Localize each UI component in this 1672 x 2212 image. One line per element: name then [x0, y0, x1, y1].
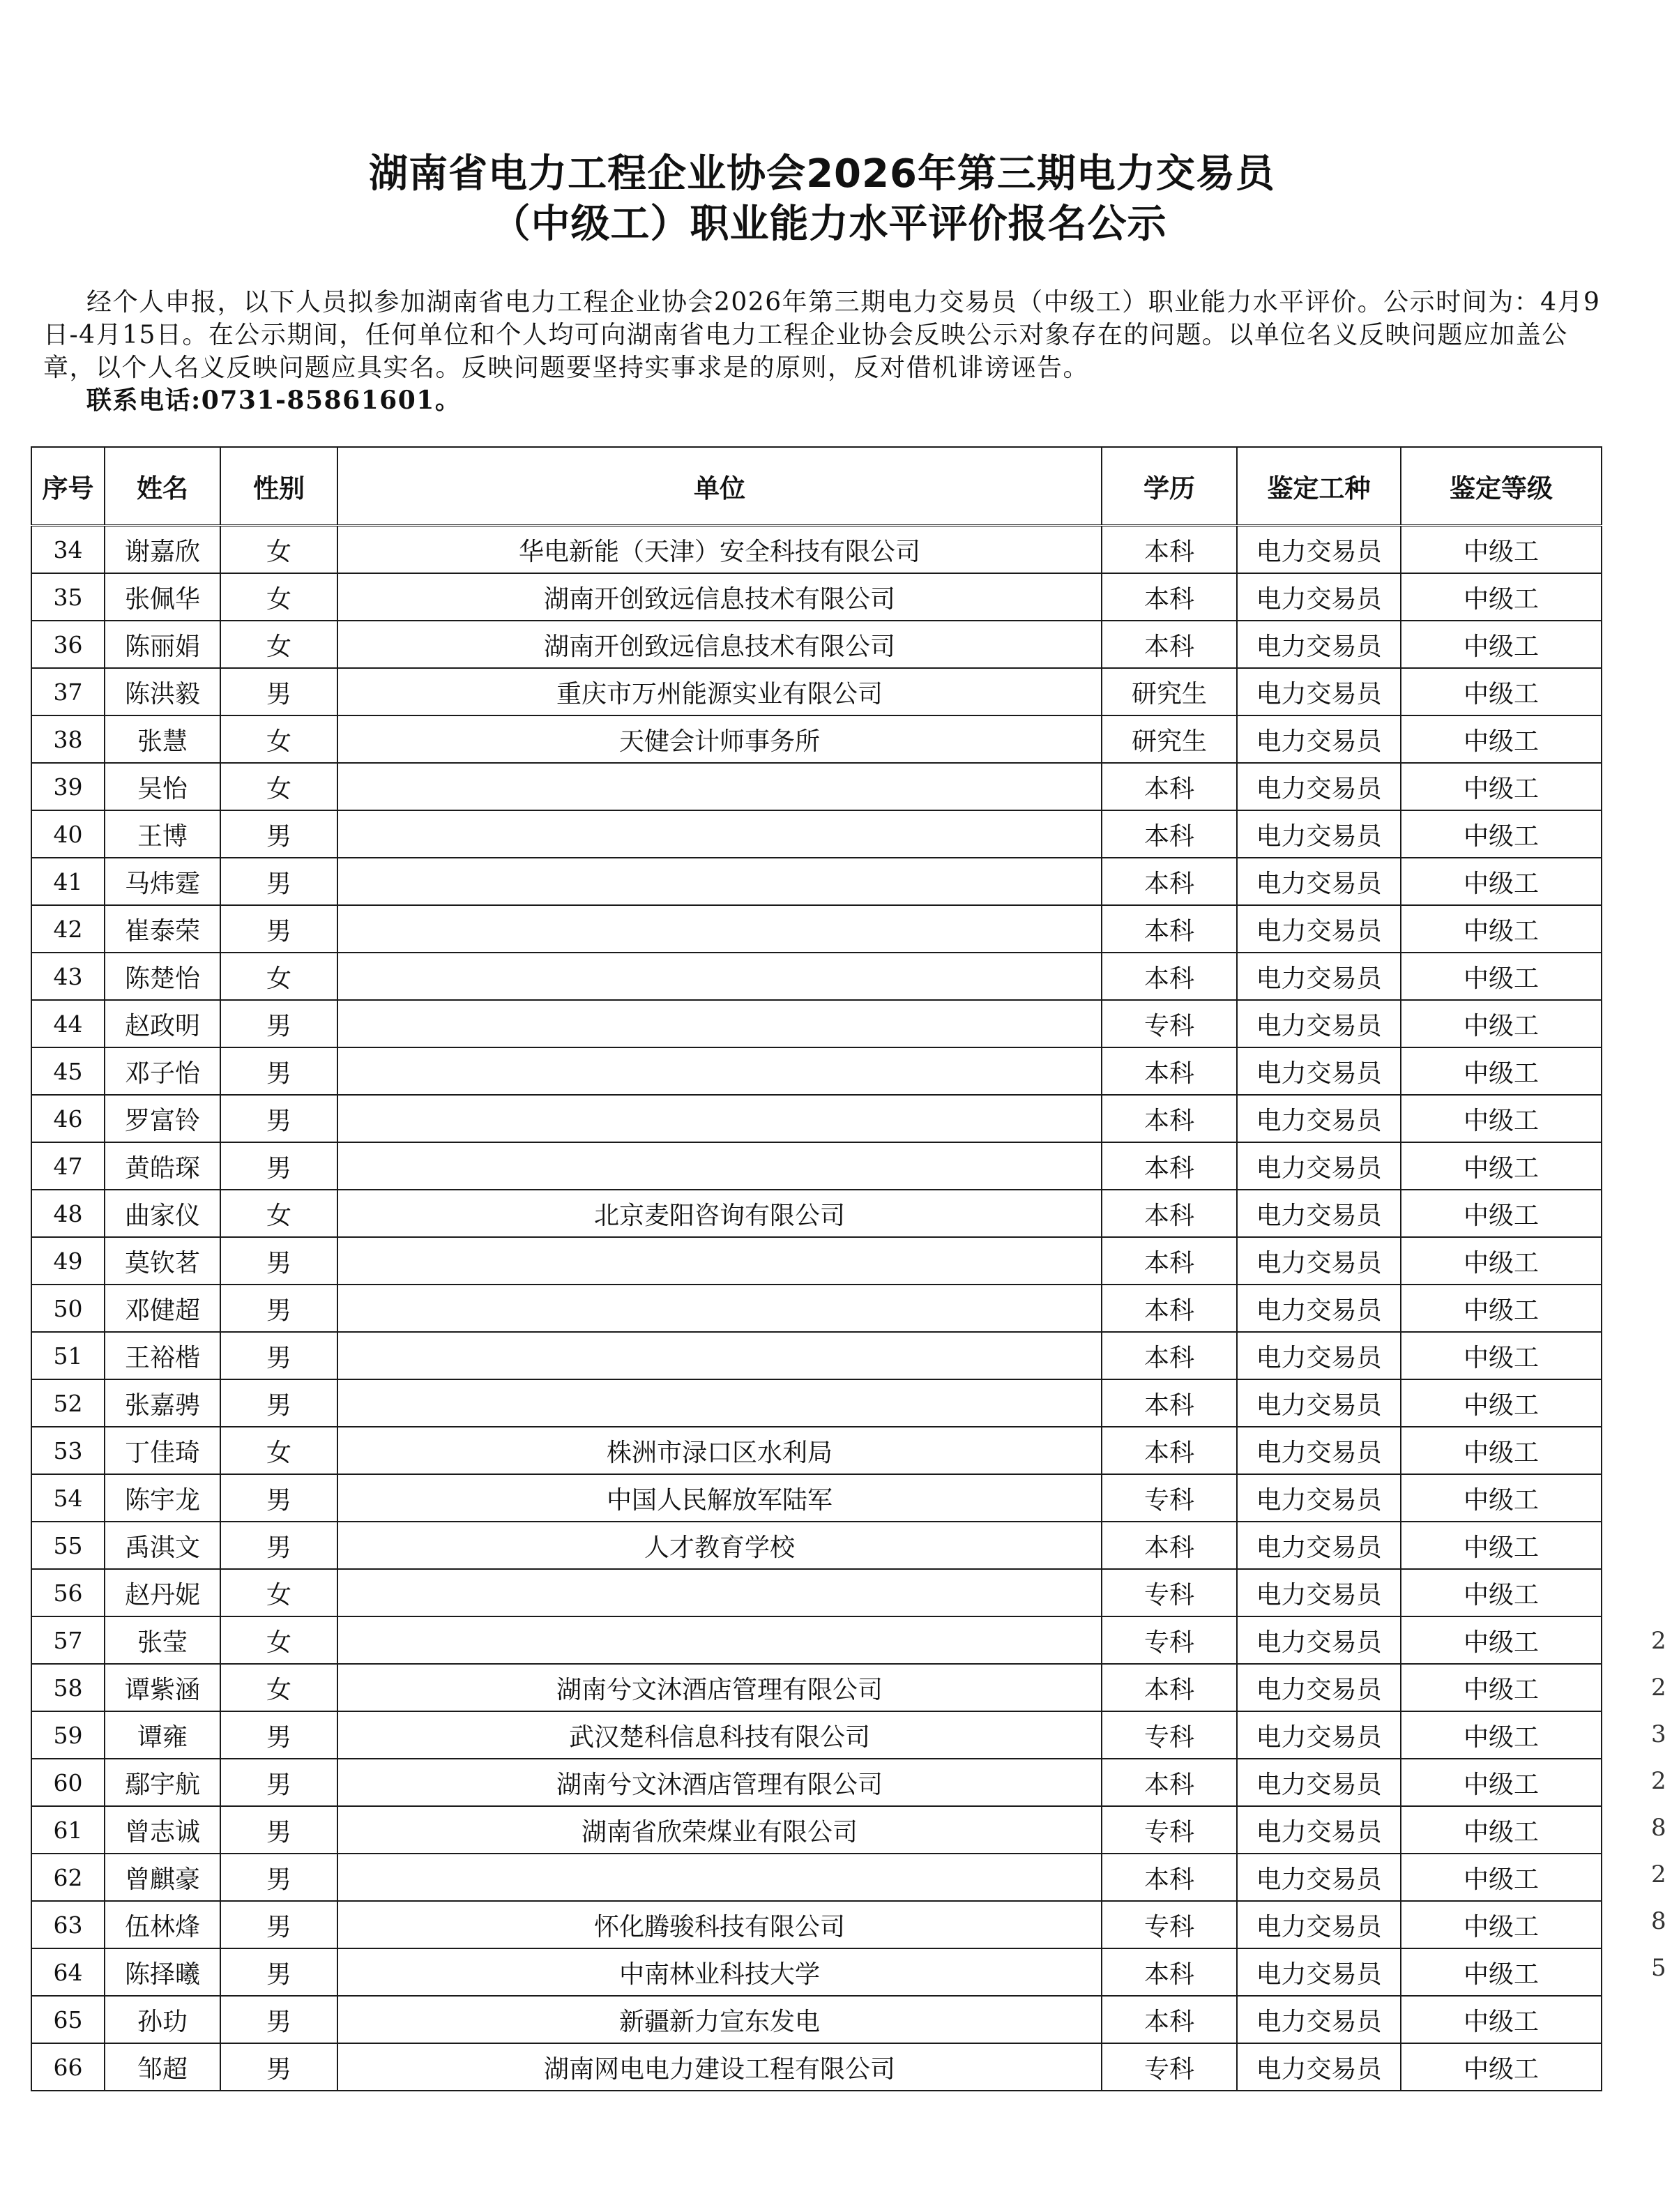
cell-unit: 天健会计师事务所 — [337, 715, 1102, 763]
cell-gender: 男 — [220, 1332, 337, 1379]
cell-name: 禹淇文 — [105, 1522, 220, 1569]
cell-name: 伍林烽 — [105, 1901, 220, 1948]
cell-index: 64 — [31, 1948, 105, 1996]
cell-trade: 电力交易员 — [1237, 1711, 1401, 1759]
edge-mark: 2 — [1651, 1674, 1666, 1702]
cell-gender: 男 — [220, 1095, 337, 1142]
cell-unit — [337, 953, 1102, 1000]
cell-education: 本科 — [1102, 573, 1237, 621]
cell-index: 65 — [31, 1996, 105, 2043]
cell-unit — [337, 1569, 1102, 1616]
cell-name: 赵丹妮 — [105, 1569, 220, 1616]
cell-index: 43 — [31, 953, 105, 1000]
cell-index: 63 — [31, 1901, 105, 1948]
cell-index: 48 — [31, 1190, 105, 1237]
cell-name: 陈洪毅 — [105, 668, 220, 715]
cell-education: 专科 — [1102, 1474, 1237, 1522]
cell-level: 中级工 — [1401, 1142, 1602, 1190]
cell-education: 本科 — [1102, 1664, 1237, 1711]
cell-index: 42 — [31, 905, 105, 953]
cell-index: 37 — [31, 668, 105, 715]
cell-trade: 电力交易员 — [1237, 1095, 1401, 1142]
cell-name: 邹超 — [105, 2043, 220, 2091]
cell-index: 57 — [31, 1616, 105, 1664]
edge-mark: 5 — [1651, 1954, 1666, 1982]
cell-unit: 中南林业科技大学 — [337, 1948, 1102, 1996]
table-row — [31, 810, 1602, 858]
cell-education: 本科 — [1102, 1190, 1237, 1237]
cell-unit: 湖南省欣荣煤业有限公司 — [337, 1806, 1102, 1854]
cell-name: 谢嘉欣 — [105, 526, 220, 574]
cell-unit: 重庆市万州能源实业有限公司 — [337, 668, 1102, 715]
cell-level: 中级工 — [1401, 1522, 1602, 1569]
table-body — [31, 526, 1602, 2091]
cell-level: 中级工 — [1401, 1616, 1602, 1664]
cell-level: 中级工 — [1401, 905, 1602, 953]
cell-index: 38 — [31, 715, 105, 763]
cell-gender: 男 — [220, 1000, 337, 1047]
cell-level: 中级工 — [1401, 1711, 1602, 1759]
cell-unit — [337, 1047, 1102, 1095]
cell-name: 黄皓琛 — [105, 1142, 220, 1190]
cell-level: 中级工 — [1401, 1285, 1602, 1332]
cell-trade: 电力交易员 — [1237, 1142, 1401, 1190]
cell-name: 谭紫涵 — [105, 1664, 220, 1711]
cell-education: 本科 — [1102, 1142, 1237, 1190]
cell-education: 本科 — [1102, 1759, 1237, 1806]
cell-gender: 女 — [220, 1190, 337, 1237]
table-row — [31, 1759, 1602, 1806]
cell-index: 56 — [31, 1569, 105, 1616]
cell-trade: 电力交易员 — [1237, 1332, 1401, 1379]
header-level: 鉴定等级 — [1401, 447, 1602, 526]
cell-gender: 男 — [220, 1047, 337, 1095]
cell-trade: 电力交易员 — [1237, 1616, 1401, 1664]
cell-education: 本科 — [1102, 526, 1237, 574]
cell-unit: 湖南兮文沐酒店管理有限公司 — [337, 1664, 1102, 1711]
table-row — [31, 1332, 1602, 1379]
edge-mark: 2 — [1651, 1861, 1666, 1888]
cell-trade: 电力交易员 — [1237, 1190, 1401, 1237]
table-row — [31, 668, 1602, 715]
cell-index: 59 — [31, 1711, 105, 1759]
cell-index: 39 — [31, 763, 105, 810]
cell-name: 丁佳琦 — [105, 1427, 220, 1474]
cell-index: 44 — [31, 1000, 105, 1047]
cell-gender: 男 — [220, 1806, 337, 1854]
cell-index: 55 — [31, 1522, 105, 1569]
cell-index: 58 — [31, 1664, 105, 1711]
cell-education: 本科 — [1102, 1095, 1237, 1142]
cell-trade: 电力交易员 — [1237, 1948, 1401, 1996]
cell-name: 张佩华 — [105, 573, 220, 621]
cell-name: 莫钦茗 — [105, 1237, 220, 1285]
table-row — [31, 858, 1602, 905]
cell-trade: 电力交易员 — [1237, 953, 1401, 1000]
cell-index: 66 — [31, 2043, 105, 2091]
cell-gender: 女 — [220, 953, 337, 1000]
cell-unit — [337, 1616, 1102, 1664]
cell-unit — [337, 810, 1102, 858]
page-title-line-2: （中级工）职业能力水平评价报名公示 — [491, 202, 1167, 247]
table-row — [31, 1616, 1602, 1664]
cell-gender: 女 — [220, 1569, 337, 1616]
cell-gender: 女 — [220, 526, 337, 574]
cell-education: 本科 — [1102, 905, 1237, 953]
table-row — [31, 1664, 1602, 1711]
header-name: 姓名 — [105, 447, 220, 526]
cell-unit — [337, 905, 1102, 953]
table-row — [31, 1996, 1602, 2043]
cell-level: 中级工 — [1401, 1759, 1602, 1806]
cell-name: 邓子怡 — [105, 1047, 220, 1095]
cell-level: 中级工 — [1401, 715, 1602, 763]
cell-name: 张慧 — [105, 715, 220, 763]
cell-index: 47 — [31, 1142, 105, 1190]
cell-name: 谭雍 — [105, 1711, 220, 1759]
cell-unit: 湖南兮文沐酒店管理有限公司 — [337, 1759, 1102, 1806]
intro-paragraph: 经个人申报，以下人员拟参加湖南省电力工程企业协会2026年第三期电力交易员（中级工）职业能力水平评价。公示时间为：4月9日-4月15日。在公示期间，任何单位和个人均可向湖南省电力工程企业协会反映公示对象存在的问题。以单位名义反映问题应加盖公章，以个人名义反映问题应具实名。反映问题要坚持实事求是的原则，反对借机诽谤诬告。 — [43, 288, 1601, 382]
edge-mark: 2 — [1651, 1627, 1666, 1655]
cell-level: 中级工 — [1401, 1996, 1602, 2043]
cell-education: 本科 — [1102, 621, 1237, 668]
cell-education: 本科 — [1102, 1379, 1237, 1427]
cell-level: 中级工 — [1401, 763, 1602, 810]
cell-education: 本科 — [1102, 1854, 1237, 1901]
cell-level: 中级工 — [1401, 668, 1602, 715]
cell-unit: 新疆新力宣东发电 — [337, 1996, 1102, 2043]
cell-education: 本科 — [1102, 953, 1237, 1000]
cell-gender: 男 — [220, 1854, 337, 1901]
edge-mark: 2 — [1651, 1767, 1666, 1795]
cell-gender: 男 — [220, 1522, 337, 1569]
cell-education: 专科 — [1102, 1806, 1237, 1854]
table-row — [31, 1474, 1602, 1522]
table-row — [31, 1000, 1602, 1047]
table-row — [31, 1285, 1602, 1332]
cell-index: 34 — [31, 526, 105, 574]
table-row — [31, 1142, 1602, 1190]
table-row — [31, 2043, 1602, 2091]
cell-gender: 女 — [220, 1427, 337, 1474]
cell-gender: 男 — [220, 1901, 337, 1948]
cell-trade: 电力交易员 — [1237, 763, 1401, 810]
cell-gender: 女 — [220, 573, 337, 621]
cell-level: 中级工 — [1401, 953, 1602, 1000]
cell-name: 吴怡 — [105, 763, 220, 810]
cell-gender: 男 — [220, 2043, 337, 2091]
cell-level: 中级工 — [1401, 1569, 1602, 1616]
table-row — [31, 1948, 1602, 1996]
cell-trade: 电力交易员 — [1237, 621, 1401, 668]
cell-name: 鄢宇航 — [105, 1759, 220, 1806]
cell-trade: 电力交易员 — [1237, 573, 1401, 621]
cell-name: 罗富铃 — [105, 1095, 220, 1142]
cell-education: 本科 — [1102, 1427, 1237, 1474]
cell-gender: 女 — [220, 1616, 337, 1664]
cell-gender: 男 — [220, 1379, 337, 1427]
cell-education: 本科 — [1102, 1285, 1237, 1332]
header-education: 学历 — [1102, 447, 1237, 526]
cell-level: 中级工 — [1401, 1000, 1602, 1047]
cell-unit: 人才教育学校 — [337, 1522, 1102, 1569]
cell-unit — [337, 1285, 1102, 1332]
cell-trade: 电力交易员 — [1237, 810, 1401, 858]
cell-level: 中级工 — [1401, 858, 1602, 905]
cell-education: 本科 — [1102, 858, 1237, 905]
cell-index: 51 — [31, 1332, 105, 1379]
cell-name: 陈丽娟 — [105, 621, 220, 668]
cell-education: 研究生 — [1102, 668, 1237, 715]
cell-unit: 湖南网电电力建设工程有限公司 — [337, 2043, 1102, 2091]
cell-level: 中级工 — [1401, 1854, 1602, 1901]
cell-unit — [337, 1142, 1102, 1190]
cell-level: 中级工 — [1401, 2043, 1602, 2091]
cell-gender: 男 — [220, 1474, 337, 1522]
cell-education: 本科 — [1102, 763, 1237, 810]
table-row — [31, 1901, 1602, 1948]
cell-unit: 湖南开创致远信息技术有限公司 — [337, 573, 1102, 621]
cell-trade: 电力交易员 — [1237, 668, 1401, 715]
cell-unit: 中国人民解放军陆军 — [337, 1474, 1102, 1522]
cell-trade: 电力交易员 — [1237, 1759, 1401, 1806]
cell-index: 60 — [31, 1759, 105, 1806]
cell-name: 曾麒豪 — [105, 1854, 220, 1901]
table-row — [31, 1569, 1602, 1616]
cell-gender: 男 — [220, 1996, 337, 2043]
table-row — [31, 526, 1602, 574]
cell-name: 陈楚怡 — [105, 953, 220, 1000]
cell-name: 崔泰荣 — [105, 905, 220, 953]
cell-name: 陈宇龙 — [105, 1474, 220, 1522]
table-row — [31, 1190, 1602, 1237]
table-row — [31, 1379, 1602, 1427]
cell-gender: 男 — [220, 1142, 337, 1190]
cell-gender: 男 — [220, 858, 337, 905]
cell-level: 中级工 — [1401, 1190, 1602, 1237]
table-row — [31, 1522, 1602, 1569]
edge-mark: 8 — [1651, 1814, 1666, 1842]
cell-gender: 女 — [220, 1664, 337, 1711]
cell-level: 中级工 — [1401, 1806, 1602, 1854]
cell-gender: 女 — [220, 715, 337, 763]
cell-trade: 电力交易员 — [1237, 1901, 1401, 1948]
cell-trade: 电力交易员 — [1237, 1806, 1401, 1854]
table-header-row — [31, 447, 1602, 526]
cell-name: 曾志诚 — [105, 1806, 220, 1854]
cell-name: 陈择曦 — [105, 1948, 220, 1996]
cell-index: 36 — [31, 621, 105, 668]
cropped-edge-marks — [1651, 1618, 1672, 1992]
table-row — [31, 1711, 1602, 1759]
table-row — [31, 621, 1602, 668]
cell-trade: 电力交易员 — [1237, 1427, 1401, 1474]
cell-name: 张莹 — [105, 1616, 220, 1664]
applicant-table — [31, 446, 1602, 2091]
cell-trade: 电力交易员 — [1237, 858, 1401, 905]
cell-education: 专科 — [1102, 1711, 1237, 1759]
edge-mark: 8 — [1651, 1907, 1666, 1935]
cell-gender: 男 — [220, 905, 337, 953]
cell-unit — [337, 1095, 1102, 1142]
table-row — [31, 715, 1602, 763]
cell-name: 孙玏 — [105, 1996, 220, 2043]
table-row — [31, 1047, 1602, 1095]
cell-trade: 电力交易员 — [1237, 526, 1401, 574]
cell-trade: 电力交易员 — [1237, 1237, 1401, 1285]
table-row — [31, 1095, 1602, 1142]
cell-gender: 男 — [220, 1948, 337, 1996]
cell-education: 本科 — [1102, 1948, 1237, 1996]
cell-unit: 华电新能（天津）安全科技有限公司 — [337, 526, 1102, 574]
cell-education: 本科 — [1102, 810, 1237, 858]
cell-unit: 湖南开创致远信息技术有限公司 — [337, 621, 1102, 668]
cell-level: 中级工 — [1401, 1379, 1602, 1427]
header-unit: 单位 — [337, 447, 1102, 526]
cell-level: 中级工 — [1401, 1664, 1602, 1711]
cell-trade: 电力交易员 — [1237, 715, 1401, 763]
cell-education: 本科 — [1102, 1237, 1237, 1285]
cell-trade: 电力交易员 — [1237, 1664, 1401, 1711]
cell-name: 马炜霆 — [105, 858, 220, 905]
cell-education: 本科 — [1102, 1047, 1237, 1095]
cell-trade: 电力交易员 — [1237, 905, 1401, 953]
cell-unit — [337, 1332, 1102, 1379]
cell-education: 专科 — [1102, 1000, 1237, 1047]
table-row — [31, 763, 1602, 810]
cell-trade: 电力交易员 — [1237, 1996, 1401, 2043]
cell-name: 张嘉骋 — [105, 1379, 220, 1427]
cell-index: 61 — [31, 1806, 105, 1854]
cell-level: 中级工 — [1401, 1948, 1602, 1996]
cell-level: 中级工 — [1401, 1474, 1602, 1522]
cell-level: 中级工 — [1401, 1332, 1602, 1379]
cell-unit: 怀化腾骏科技有限公司 — [337, 1901, 1102, 1948]
cell-trade: 电力交易员 — [1237, 1285, 1401, 1332]
cell-unit — [337, 1000, 1102, 1047]
cell-unit — [337, 1854, 1102, 1901]
cell-education: 本科 — [1102, 1332, 1237, 1379]
header-index: 序号 — [31, 447, 105, 526]
cell-name: 王博 — [105, 810, 220, 858]
cell-education: 本科 — [1102, 1522, 1237, 1569]
cell-index: 53 — [31, 1427, 105, 1474]
table-row — [31, 1854, 1602, 1901]
cell-name: 邓健超 — [105, 1285, 220, 1332]
page-title-line-1: 湖南省电力工程企业协会2026年第三期电力交易员 — [369, 151, 1275, 197]
cell-unit: 北京麦阳咨询有限公司 — [337, 1190, 1102, 1237]
cell-level: 中级工 — [1401, 1237, 1602, 1285]
cell-unit: 株洲市渌口区水利局 — [337, 1427, 1102, 1474]
cell-level: 中级工 — [1401, 573, 1602, 621]
cell-index: 54 — [31, 1474, 105, 1522]
cell-trade: 电力交易员 — [1237, 1474, 1401, 1522]
cell-gender: 男 — [220, 1237, 337, 1285]
cell-gender: 男 — [220, 810, 337, 858]
cell-education: 专科 — [1102, 1901, 1237, 1948]
cell-index: 49 — [31, 1237, 105, 1285]
header-gender: 性别 — [220, 447, 337, 526]
cell-name: 赵政明 — [105, 1000, 220, 1047]
cell-education: 专科 — [1102, 1616, 1237, 1664]
cell-index: 35 — [31, 573, 105, 621]
cell-trade: 电力交易员 — [1237, 1379, 1401, 1427]
cell-trade: 电力交易员 — [1237, 1047, 1401, 1095]
header-trade: 鉴定工种 — [1237, 447, 1401, 526]
cell-unit — [337, 1379, 1102, 1427]
cell-trade: 电力交易员 — [1237, 1000, 1401, 1047]
cell-level: 中级工 — [1401, 1901, 1602, 1948]
cell-level: 中级工 — [1401, 526, 1602, 574]
cell-unit — [337, 1237, 1102, 1285]
cell-level: 中级工 — [1401, 1047, 1602, 1095]
cell-index: 46 — [31, 1095, 105, 1142]
cell-gender: 男 — [220, 668, 337, 715]
table-row — [31, 1237, 1602, 1285]
cell-gender: 男 — [220, 1285, 337, 1332]
cell-index: 50 — [31, 1285, 105, 1332]
cell-trade: 电力交易员 — [1237, 1569, 1401, 1616]
cell-index: 52 — [31, 1379, 105, 1427]
cell-index: 40 — [31, 810, 105, 858]
table-row — [31, 953, 1602, 1000]
cell-trade: 电力交易员 — [1237, 1522, 1401, 1569]
cell-unit: 武汉楚科信息科技有限公司 — [337, 1711, 1102, 1759]
cell-trade: 电力交易员 — [1237, 1854, 1401, 1901]
cell-level: 中级工 — [1401, 1427, 1602, 1474]
cell-name: 王裕楷 — [105, 1332, 220, 1379]
cell-level: 中级工 — [1401, 1095, 1602, 1142]
cell-unit — [337, 763, 1102, 810]
cell-education: 专科 — [1102, 2043, 1237, 2091]
cell-gender: 男 — [220, 1711, 337, 1759]
cell-unit — [337, 858, 1102, 905]
intro-notice — [43, 286, 1605, 417]
table-row — [31, 905, 1602, 953]
cell-index: 62 — [31, 1854, 105, 1901]
cell-gender: 女 — [220, 621, 337, 668]
cell-name: 曲家仪 — [105, 1190, 220, 1237]
cell-level: 中级工 — [1401, 810, 1602, 858]
cell-level: 中级工 — [1401, 621, 1602, 668]
table-row — [31, 1427, 1602, 1474]
cell-index: 41 — [31, 858, 105, 905]
cell-gender: 男 — [220, 1759, 337, 1806]
cell-trade: 电力交易员 — [1237, 2043, 1401, 2091]
contact-phone: 联系电话:0731-85861601。 — [86, 386, 462, 415]
cell-education: 本科 — [1102, 1996, 1237, 2043]
edge-mark: 3 — [1651, 1720, 1666, 1748]
table-row — [31, 573, 1602, 621]
cell-index: 45 — [31, 1047, 105, 1095]
cell-education: 专科 — [1102, 1569, 1237, 1616]
cell-gender: 女 — [220, 763, 337, 810]
cell-education: 研究生 — [1102, 715, 1237, 763]
table-row — [31, 1806, 1602, 1854]
